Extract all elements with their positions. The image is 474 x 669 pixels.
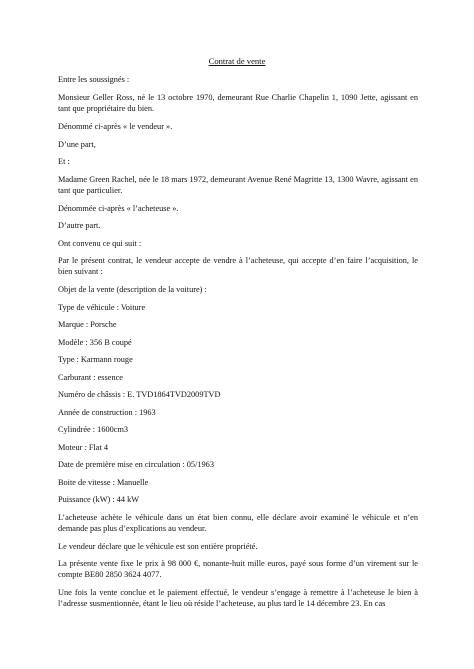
paragraph-brand: Marque : Porsche — [58, 320, 117, 329]
paragraph-delivery: Une fois la vente conclue et le paiement effectué, le vendeur s’engage à remettre à l’acheteuse le bien à l’adresse susmentionnée, étant le lieu où réside l’acheteuse, au plus tard le 14 décembre 23. En cas — [58, 588, 418, 608]
paragraph-year: Année de construction : 1963 — [58, 408, 156, 417]
paragraph-condition: L’acheteuse achète le véhicule dans un état bien connu, elle déclare avoir examiné le véhicule et n’en demande pas plus d’explications au vendeur. — [58, 513, 418, 533]
document-title: Contrat de vente — [208, 56, 266, 66]
paragraph-fuel: Carburant : essence — [58, 373, 123, 382]
paragraph-other-part: D’autre part. — [58, 221, 101, 230]
paragraph-chassis: Numéro de châssis : E. TVD1864TVD2009TVD — [58, 390, 221, 399]
paragraph-parties-intro: Entre les soussignés : — [58, 75, 130, 84]
paragraph-seller-designation: Dénommé ci-après « le vendeur ». — [58, 122, 173, 131]
paragraph-object: Objet de la vente (description de la voiture) : — [58, 285, 207, 294]
paragraph-and: Et : — [58, 157, 70, 166]
paragraph-ownership: Le vendeur déclare que le véhicule est son entière propriété. — [58, 542, 258, 551]
paragraph-gearbox: Boite de vitesse : Manuelle — [58, 478, 149, 487]
paragraph-first-registration: Date de première mise en circulation : 05/1963 — [58, 460, 214, 469]
paragraph-displacement: Cylindrée : 1600cm3 — [58, 425, 129, 434]
paragraph-vehicle-type: Type de véhicule : Voiture — [58, 303, 146, 312]
paragraph-agreed: Ont convenu ce qui suit : — [58, 239, 142, 248]
paragraph-price: La présente vente fixe le prix à 98 000 €, nonante-huit mille euros, payé sous forme d’un virement sur le compte BE80 2850 3624 4077. — [58, 559, 418, 579]
paragraph-seller: Monsieur Geller Ross, né le 13 octobre 1970, demeurant Rue Charlie Chapelin 1, 1090 Jette, agissant en tant que propriétaire du bien. — [58, 93, 418, 113]
paragraph-engine: Moteur : Flat 4 — [58, 443, 109, 452]
paragraph-buyer-designation: Dénommée ci-après « l’acheteuse ». — [58, 204, 179, 213]
paragraph-power: Puissance (kW) : 44 kW — [58, 495, 140, 504]
paragraph-buyer: Madame Green Rachel, née le 18 mars 1972, demeurant Avenue René Magritte 13, 1300 Wavre, agissant en tant que particulier. — [58, 175, 418, 195]
paragraph-contract-intro: Par le présent contrat, le vendeur accepte de vendre à l’acheteuse, qui accepte d’en faire l’acquisition, le bien suivant : — [58, 256, 418, 276]
paragraph-one-part: D’une part, — [58, 140, 96, 149]
paragraph-type: Type : Karmann rouge — [58, 355, 133, 364]
paragraph-model: Modèle : 356 B coupé — [58, 338, 132, 347]
